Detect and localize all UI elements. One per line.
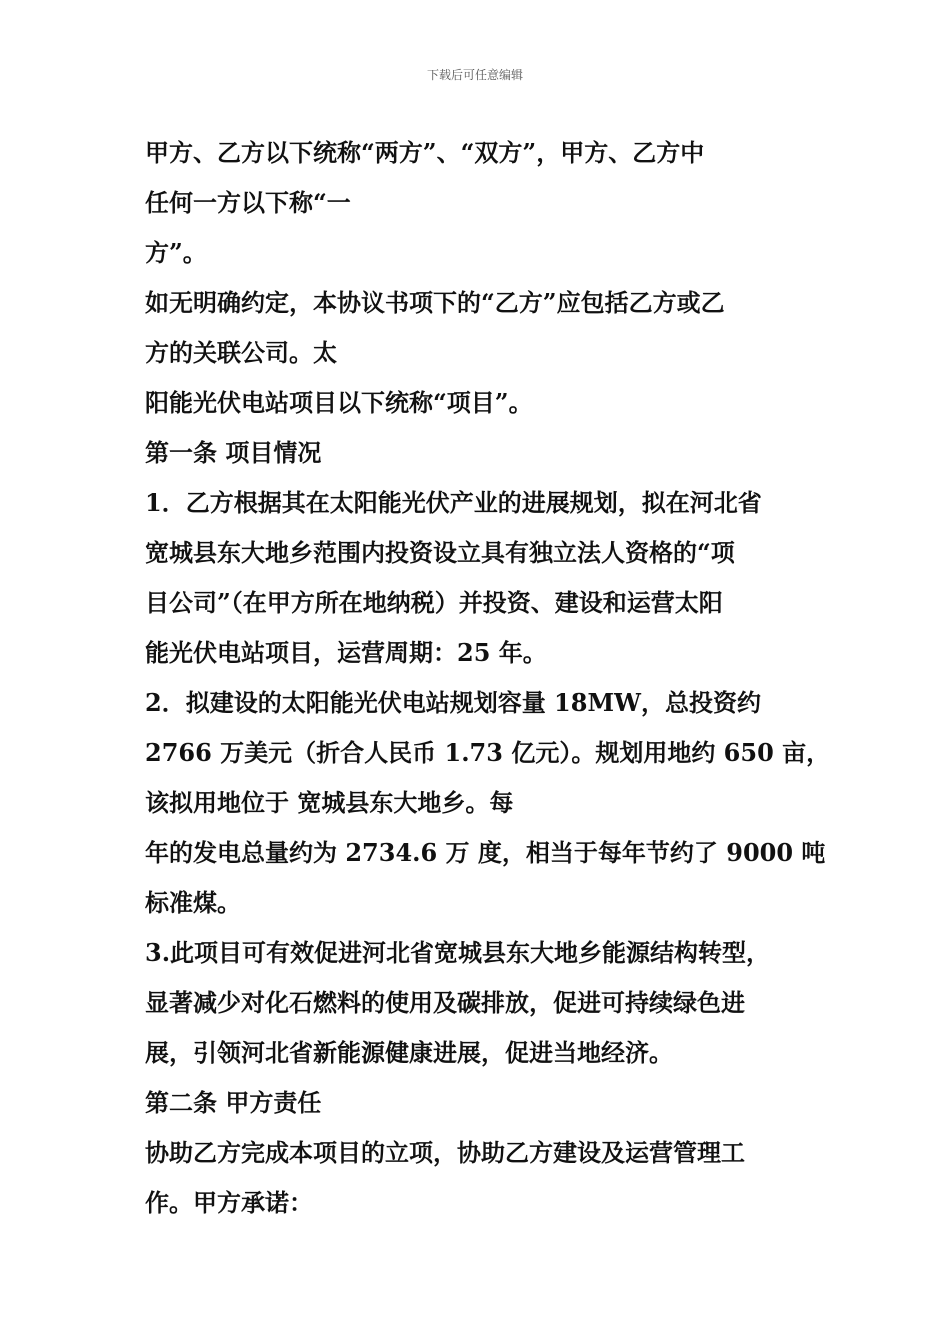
text-line: 阳能光伏电站项目以下统称“项目”。: [145, 388, 533, 417]
text-line: 该拟用地位于 宽城县东大地乡。每: [145, 788, 514, 817]
text-line: 协助乙方完成本项目的立项，协助乙方建设及运营管理工: [145, 1138, 745, 1167]
text-line: 目公司”（在甲方所在地纳税）并投资、建设和运营太阳: [145, 588, 723, 617]
text-line: 显著减少对化石燃料的使用及碳排放，促进可持续绿色进: [145, 988, 745, 1017]
page-header: 下载后可任意编辑: [426, 68, 523, 82]
section-heading: 第二条 甲方责任: [145, 1088, 322, 1117]
text-line: 标准煤。: [145, 888, 241, 917]
text-line: 能光伏电站项目，运营周期：25 年。: [145, 638, 547, 667]
text-line: 甲方、乙方以下统称“两方”、“双方”，甲方、乙方中: [145, 138, 705, 167]
text-line: 3.此项目可有效促进河北省宽城县东大地乡能源结构转型，: [145, 938, 771, 967]
text-line: 任何一方以下称“一: [145, 188, 351, 217]
text-line: 展，引领河北省新能源健康进展，促进当地经济。: [145, 1038, 673, 1067]
text-line: 2766 万美元（折合人民币 1.73 亿元）。规划用地约 650 亩，: [145, 738, 831, 767]
text-line: 1．乙方根据其在太阳能光伏产业的进展规划，拟在河北省: [145, 488, 762, 517]
text-line: 方”。: [145, 238, 207, 267]
text-line: 作。甲方承诺：: [145, 1188, 313, 1217]
text-line: 方的关联公司。太: [145, 338, 337, 367]
section-heading: 第一条 项目情况: [145, 438, 322, 467]
text-line: 年的发电总量约为 2734.6 万 度，相当于每年节约了 9000 吨: [145, 838, 826, 867]
text-line: 宽城县东大地乡范围内投资设立具有独立法人资格的“项: [145, 538, 735, 567]
document-body: [145, 128, 831, 1228]
text-line: 如无明确约定，本协议书项下的“乙方”应包括乙方或乙: [145, 288, 725, 317]
text-line: 2．拟建设的太阳能光伏电站规划容量 18MW，总投资约: [145, 688, 761, 717]
